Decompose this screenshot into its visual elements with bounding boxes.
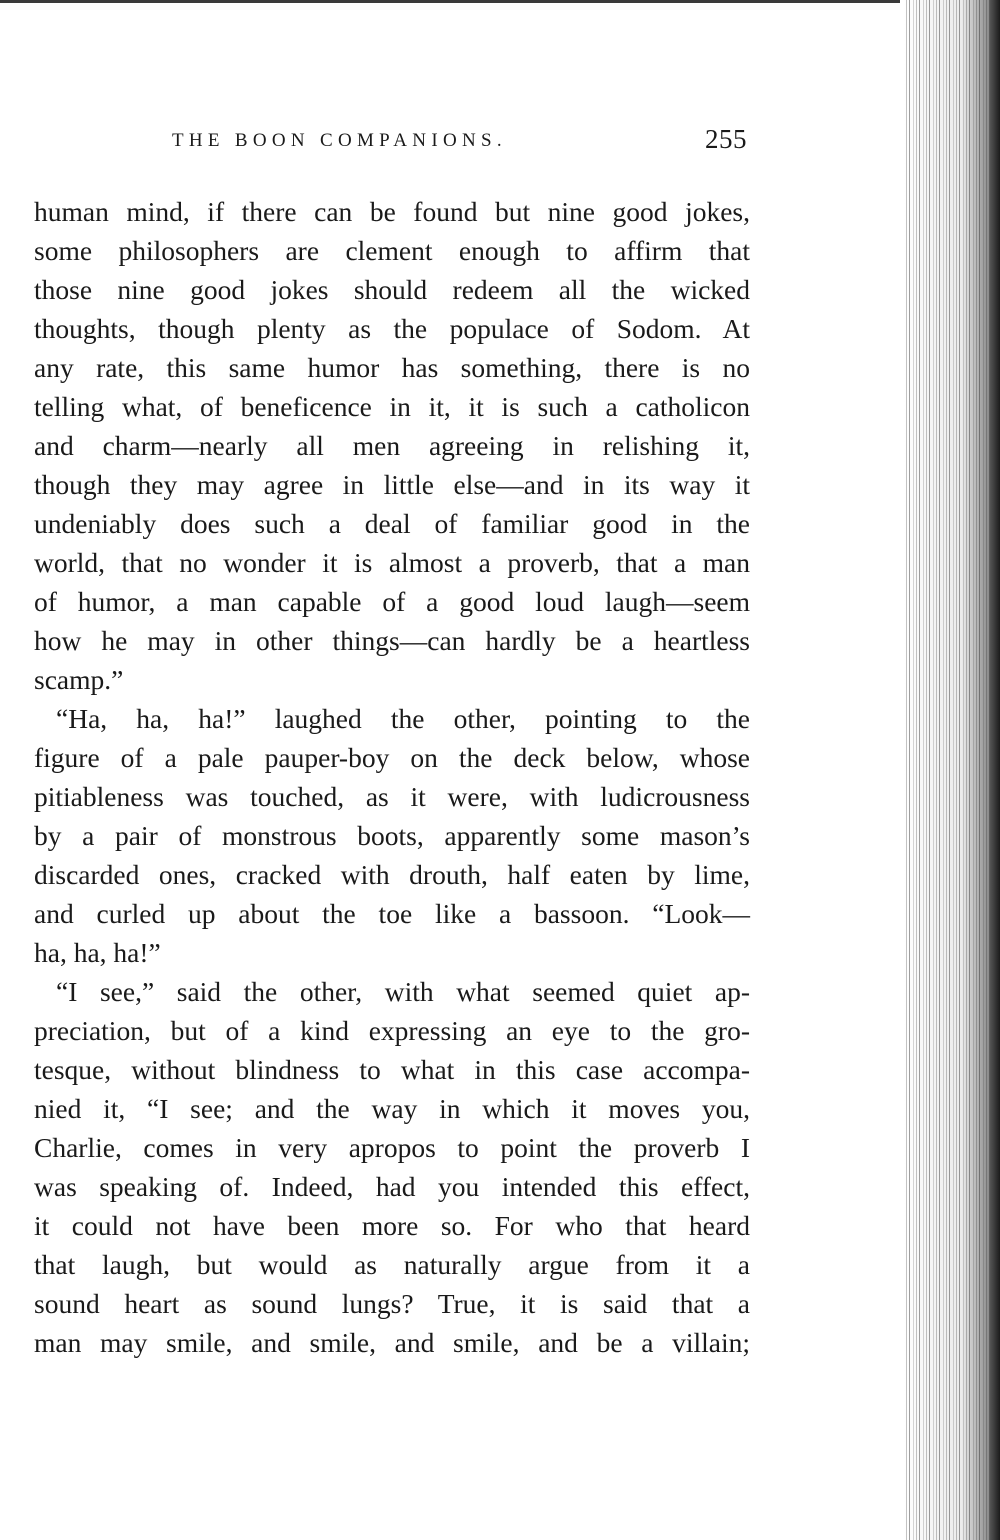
text-line: sound heart as sound lungs? True, it is said that a — [34, 1288, 750, 1319]
text-line: discarded ones, cracked with drouth, half eaten by lime, — [34, 859, 750, 890]
text-line: of humor, a man capable of a good loud laugh—seem — [34, 586, 750, 617]
text-line: “I see,” said the other, with what seemed quiet ap- — [56, 976, 750, 1007]
text-line: telling what, of beneficence in it, it is such a catholicon — [34, 391, 750, 422]
text-line: thoughts, though plenty as the populace of Sodom. At — [34, 313, 750, 344]
text-line: figure of a pale pauper-boy on the deck below, whose — [34, 742, 750, 773]
running-head — [172, 124, 747, 162]
text-line: some philosophers are clement enough to affirm that — [34, 235, 750, 266]
text-line: human mind, if there can be found but nine good jokes, — [34, 196, 750, 227]
text-line: any rate, this same humor has something, there is no — [34, 352, 750, 383]
text-line: tesque, without blindness to what in this case accompa- — [34, 1054, 750, 1085]
text-line: “Ha, ha, ha!” laughed the other, pointing to the — [56, 703, 750, 734]
text-line: preciation, but of a kind expressing an eye to the gro- — [34, 1015, 750, 1046]
text-line: and curled up about the toe like a bassoon. “Look— — [34, 898, 750, 929]
text-line: world, that no wonder it is almost a proverb, that a man — [34, 547, 750, 578]
body-text — [34, 192, 750, 1362]
text-line: Charlie, comes in very apropos to point the proverb I — [34, 1132, 750, 1163]
text-line: ha, ha, ha!” — [34, 937, 161, 968]
text-line: that laugh, but would as naturally argue from it a — [34, 1249, 750, 1280]
page-fore-edge-shadow — [990, 0, 1000, 1540]
text-line: scamp.” — [34, 664, 124, 695]
top-rule — [0, 0, 900, 3]
text-line: nied it, “I see; and the way in which it moves you, — [34, 1093, 750, 1124]
running-title: THE BOON COMPANIONS. — [172, 130, 507, 151]
text-line: man may smile, and smile, and smile, and be a villain; — [34, 1327, 750, 1358]
text-line: it could not have been more so. For who that heard — [34, 1210, 750, 1241]
text-line: though they may agree in little else—and in its way it — [34, 469, 750, 500]
text-line: pitiableness was touched, as it were, with ludicrousness — [34, 781, 750, 812]
text-line: and charm—nearly all men agreeing in relishing it, — [34, 430, 750, 461]
page-fore-edge — [904, 0, 1000, 1540]
page-number: 255 — [705, 124, 747, 154]
text-line: how he may in other things—can hardly be a heartless — [34, 625, 750, 656]
text-line: by a pair of monstrous boots, apparently some mason’s — [34, 820, 750, 851]
text-line: undeniably does such a deal of familiar good in the — [34, 508, 750, 539]
text-line: those nine good jokes should redeem all the wicked — [34, 274, 750, 305]
text-line: was speaking of. Indeed, had you intended this effect, — [34, 1171, 750, 1202]
